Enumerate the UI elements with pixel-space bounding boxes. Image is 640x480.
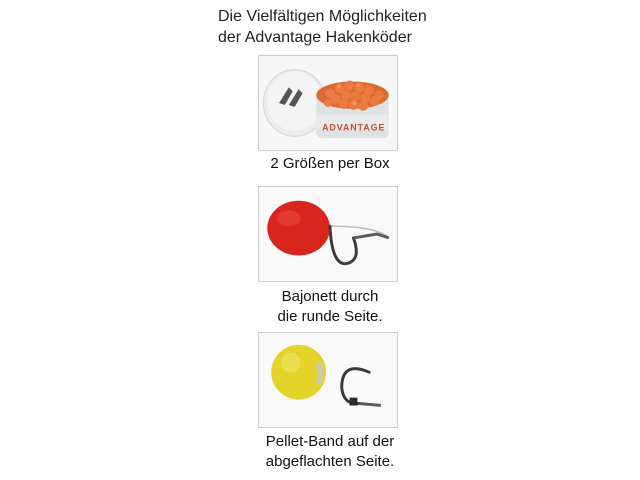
caption-line: abgeflachten Seite. — [265, 453, 395, 470]
red-bait-illustration — [259, 187, 397, 281]
caption-sizes — [230, 154, 430, 174]
caption-line: die runde Seite. — [277, 308, 383, 325]
red-bait-hook-image — [258, 186, 398, 282]
title-line-2: der Advantage Hakenköder — [218, 29, 412, 46]
title-line-1: Die Vielfältigen Möglichkeiten — [218, 8, 427, 25]
caption-pellet-band — [230, 432, 430, 472]
caption-line: Bajonett durch — [281, 288, 379, 305]
yellow-bait-hook-image — [258, 332, 398, 428]
product-jar-image — [258, 55, 398, 151]
yellow-bait-illustration — [259, 333, 397, 427]
product-jar-illustration — [259, 56, 397, 150]
page-title — [218, 6, 427, 48]
jar-label: ADVANTAGE — [322, 122, 386, 133]
caption-line: 2 Größen per Box — [270, 155, 390, 172]
caption-line: Pellet-Band auf der — [265, 433, 395, 450]
caption-bayonet — [230, 287, 430, 327]
